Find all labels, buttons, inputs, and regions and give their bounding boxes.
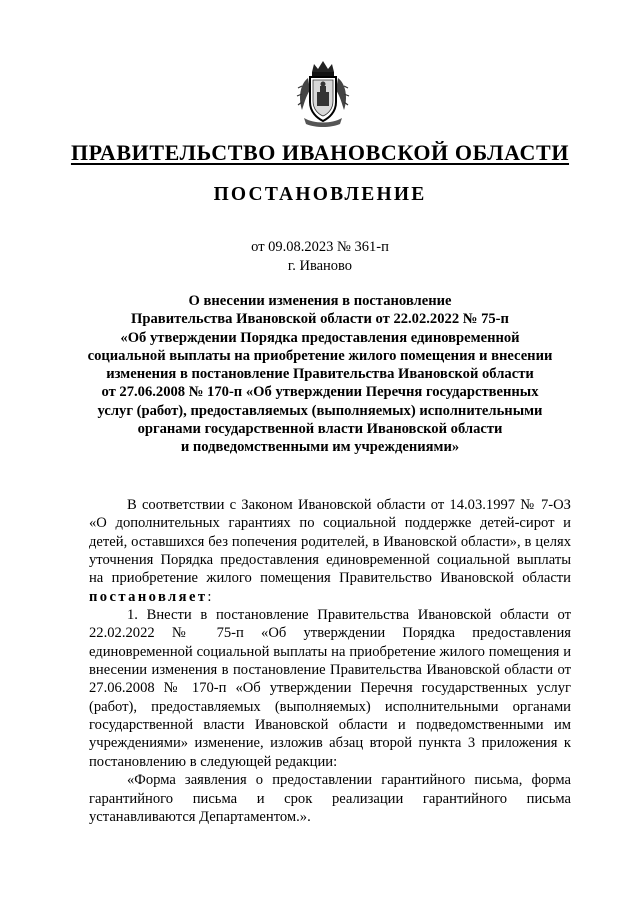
subject-line: и подведомственными им учреждениями» bbox=[180, 439, 460, 456]
clause-1-paragraph: 1. Внести в постановление Правительства Ивановской области от 22.02.2022 № 75-п «Об утверждении Порядка предоставления единовременной социальной выплаты на приобретение жилого помещения и внесении изменения в постановление Правительства Ивановской области от 27.06.2008 № 170-п «Об утверждении Перечня государственных услуг (работ), предоставляемых (выполняемых) исполнительными органами государственной власти Ивановской области и подведомственными им учреждениями» изменение, изложив абзац второй пункта 3 приложения к постановлению в следующей редакции: bbox=[89, 607, 571, 770]
subject-line: Правительства Ивановской области от 22.02.2022 № 75-п bbox=[131, 311, 509, 328]
document-subject bbox=[80, 292, 560, 457]
document-body bbox=[89, 496, 571, 826]
date-block bbox=[0, 238, 640, 276]
decree-word: постановляет bbox=[89, 588, 208, 605]
subject-line: О внесении изменения в постановление bbox=[188, 293, 452, 309]
preamble-paragraph bbox=[89, 496, 571, 606]
subject-line: «Об утверждении Порядка предоставления единовременной bbox=[120, 329, 520, 346]
subject-line: органами государственной власти Ивановской области bbox=[137, 421, 503, 438]
coat-of-arms-icon bbox=[296, 58, 350, 130]
organization-title: ПРАВИТЕЛЬСТВО ИВАНОВСКОЙ ОБЛАСТИ bbox=[70, 140, 570, 165]
preamble-end: : bbox=[207, 588, 212, 605]
city: г. Иваново bbox=[287, 258, 353, 274]
date-number: от 09.08.2023 № 361-п bbox=[251, 239, 389, 255]
preamble-text: В соответствии с Законом Ивановской области от 14.03.1997 № 7-ОЗ «О дополнительных гарантиях по социальной поддержке детей-сирот и детей, оставшихся без попечения родителей, в Ивановской области», в целях уточнения Порядка предоставления единовременной социальной выплаты на приобретение жилого помещения Правительство Ивановской области bbox=[89, 497, 571, 587]
quoted-text-paragraph: «Форма заявления о предоставлении гарантийного письма, форма гарантийного письма и срок реализации гарантийного письма устанавливаются Департаментом.». bbox=[89, 772, 571, 825]
subject-line: изменения в постановление Правительства Ивановской области bbox=[106, 366, 534, 383]
subject-line: от 27.06.2008 № 170-п «Об утверждении Перечня государственных bbox=[101, 384, 539, 401]
document-type-heading: ПОСТАНОВЛЕНИЕ bbox=[213, 184, 427, 205]
subject-line: социальной выплаты на приобретение жилого помещения и внесении bbox=[87, 347, 553, 364]
subject-line: услуг (работ), предоставляемых (выполняемых) исполнительными bbox=[97, 402, 543, 419]
